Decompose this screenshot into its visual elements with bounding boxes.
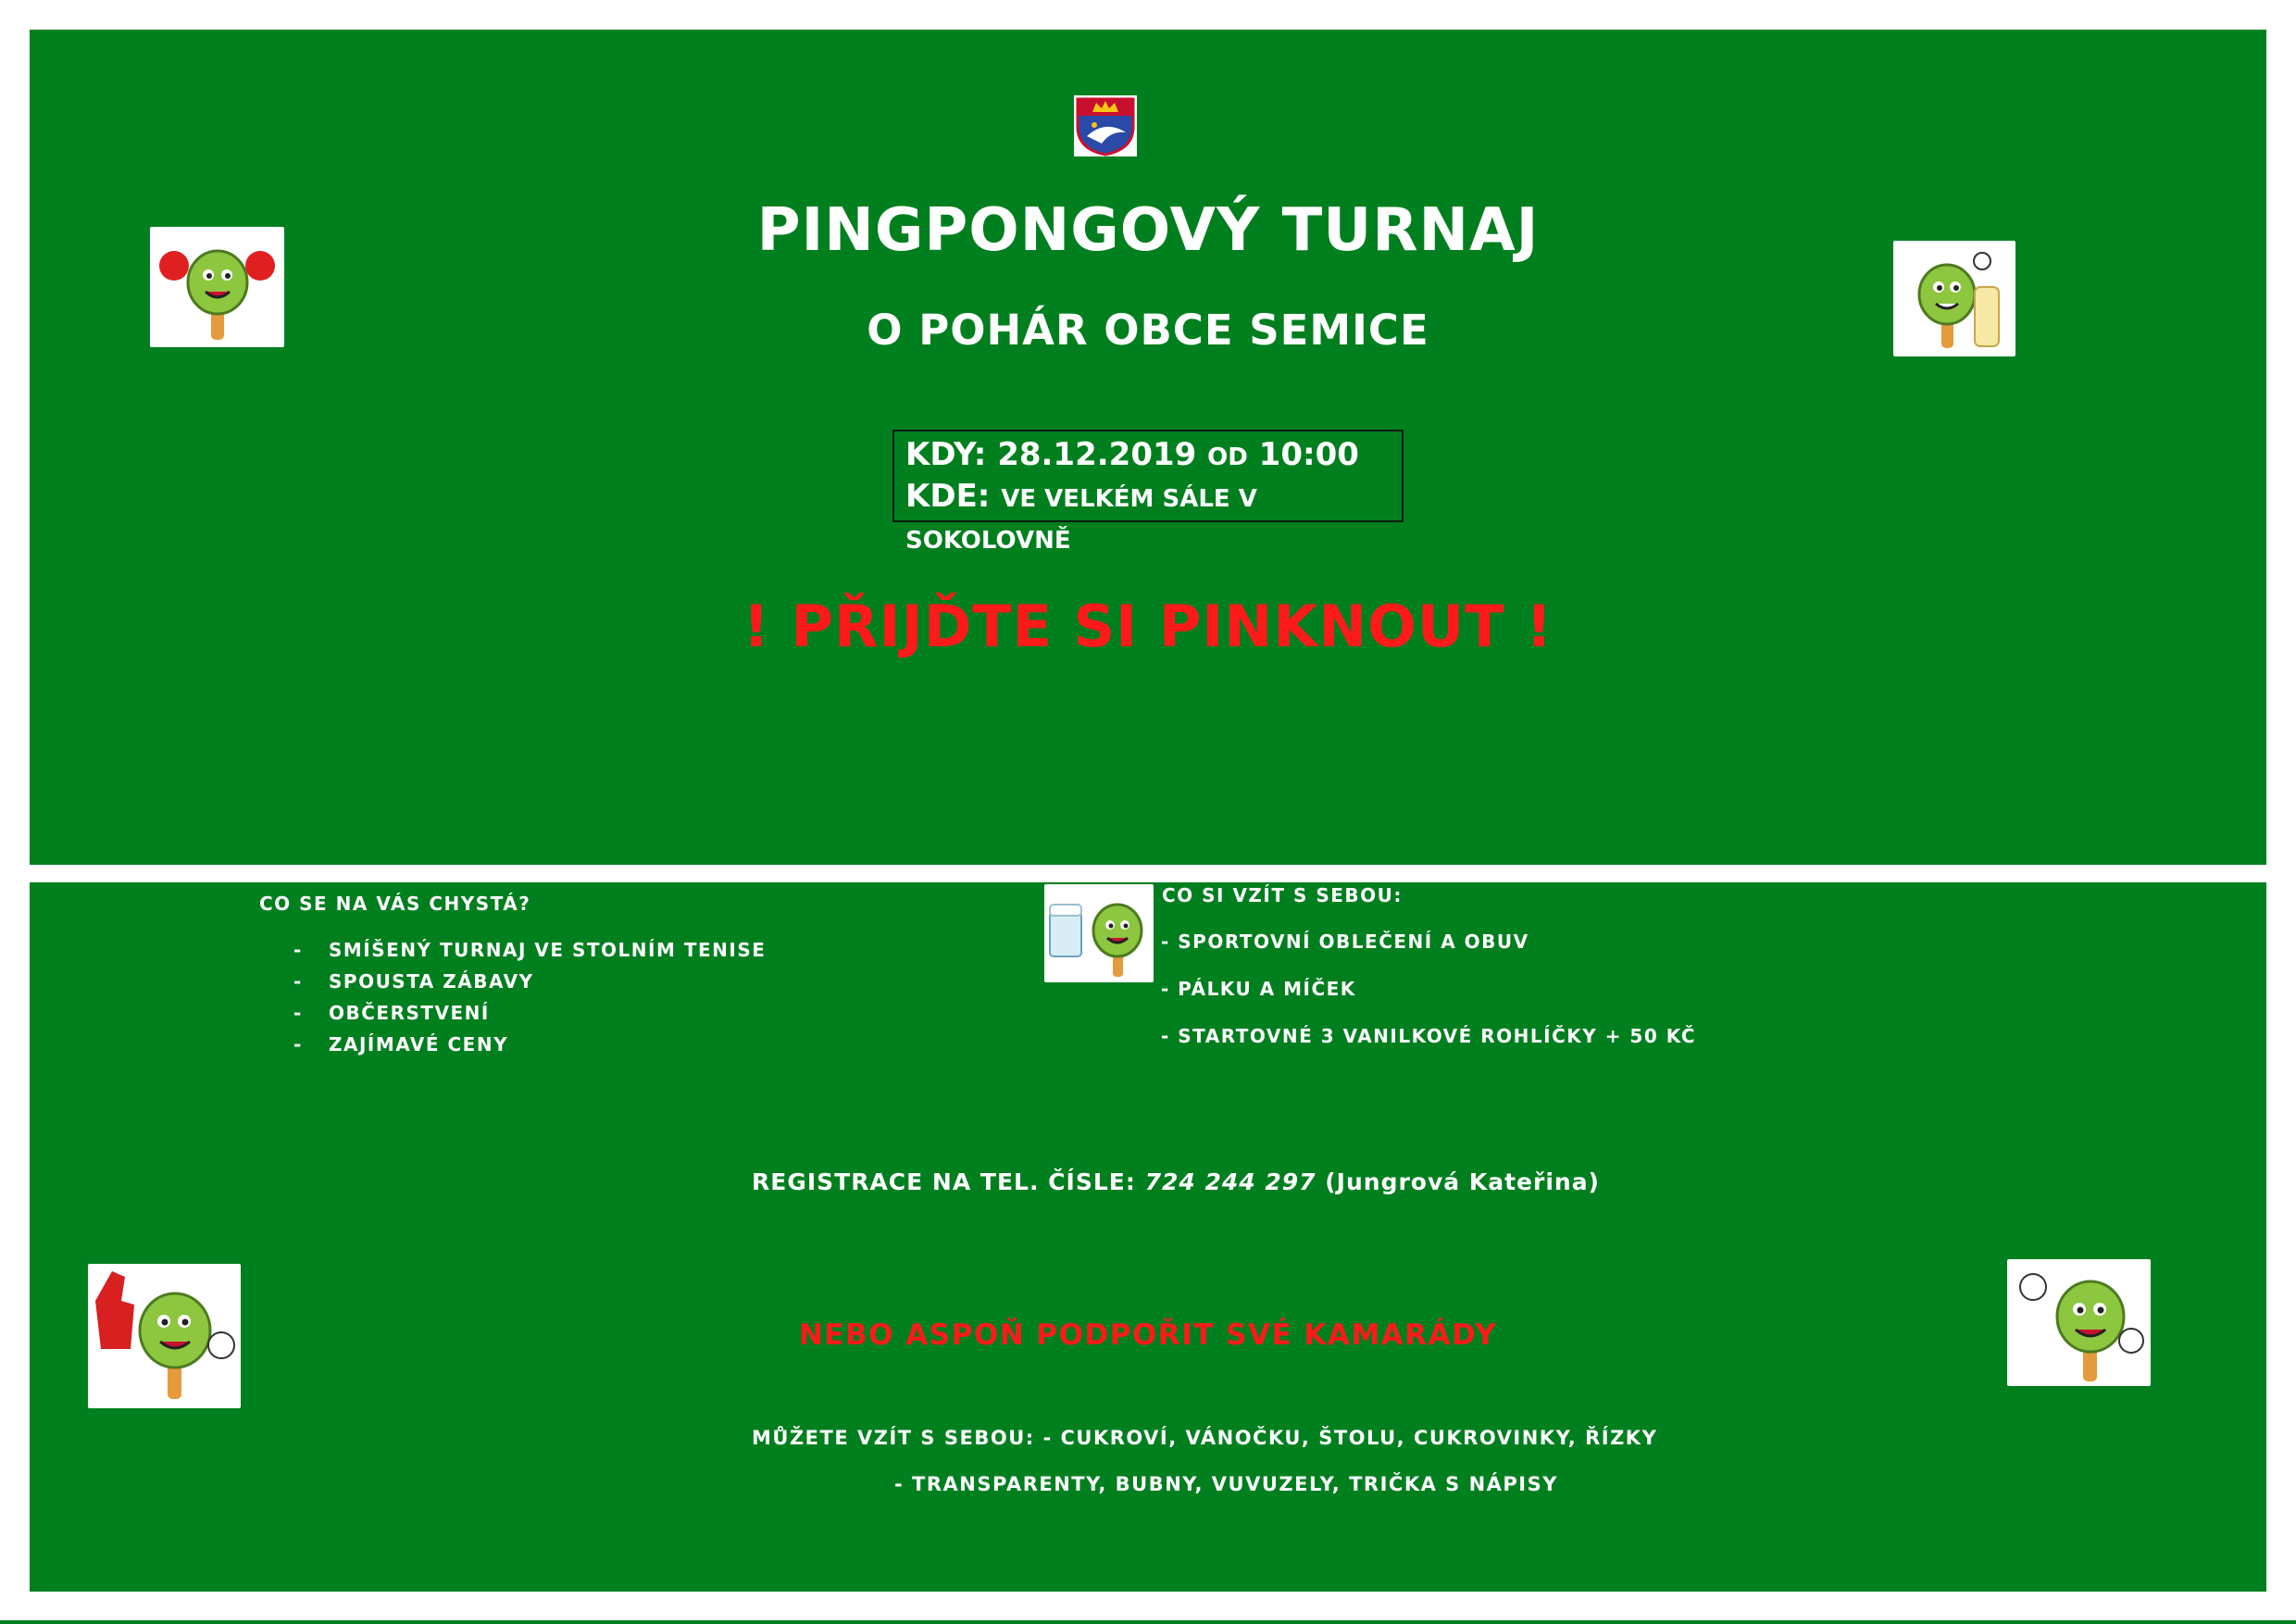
- call-to-action: ! PŘIJĎTE SI PINKNOUT !: [742, 593, 1554, 660]
- registration-line: [752, 1168, 1600, 1195]
- bottom-border: [0, 1620, 2296, 1624]
- poster-subtitle: O POHÁR OBCE SEMICE: [867, 306, 1429, 355]
- list-item: - OBČERSTVENÍ: [293, 1002, 490, 1024]
- when-time: 10:00: [1258, 436, 1359, 473]
- registration-phone: 724 244 297: [1144, 1168, 1316, 1195]
- paddle-with-beer-mug-icon: [1044, 884, 1154, 982]
- when-line: [905, 435, 1391, 477]
- bring-heading: CO SI VZÍT S SEBOU:: [1162, 884, 1403, 906]
- paddle-boxing-gloves-icon: [150, 227, 284, 347]
- list-item: - ZAJÍMAVÉ CENY: [293, 1033, 509, 1056]
- registration-label: REGISTRACE NA TEL. ČÍSLE:: [752, 1168, 1136, 1195]
- where-label: KDE:: [905, 478, 991, 515]
- support-bring-line-1: MŮŽETE VZÍT S SEBOU: - CUKROVÍ, VÁNOČKU, ŠTOLU, CUKROVINKY, ŘÍZKY: [752, 1427, 1658, 1449]
- event-info-box: [892, 430, 1404, 555]
- registration-contact: (Jungrová Kateřina): [1325, 1168, 1600, 1195]
- where-value: VE VELKÉM SÁLE V SOKOLOVNĚ: [905, 485, 1257, 555]
- paddle-pointing-with-list-icon: [1893, 241, 2015, 356]
- list-item: - STARTOVNÉ 3 VANILKOVÉ ROHLÍČKY + 50 KČ: [1161, 1025, 1696, 1047]
- coat-of-arms-icon: [1074, 95, 1137, 156]
- program-heading: CO SE NA VÁS CHYSTÁ?: [259, 893, 531, 915]
- when-from: OD: [1207, 443, 1248, 471]
- list-item: - SPOUSTA ZÁBAVY: [293, 970, 534, 993]
- when-label: KDY:: [905, 436, 987, 473]
- poster-title: PINGPONGOVÝ TURNAJ: [756, 196, 1540, 265]
- when-date: 28.12.2019: [997, 436, 1197, 473]
- support-heading: NEBO ASPOŇ PODPOŘIT SVÉ KAMARÁDY: [798, 1318, 1498, 1352]
- list-item: - SMÍŠENÝ TURNAJ VE STOLNÍM TENISE: [293, 939, 767, 961]
- where-line: [905, 477, 1391, 560]
- list-item: - PÁLKU A MÍČEK: [1161, 978, 1356, 1000]
- list-item: - SPORTOVNÍ OBLEČENÍ A OBUV: [1161, 931, 1529, 953]
- support-bring-line-2: - TRANSPARENTY, BUBNY, VUVUZELY, TRIČKA S NÁPISY: [894, 1473, 1558, 1495]
